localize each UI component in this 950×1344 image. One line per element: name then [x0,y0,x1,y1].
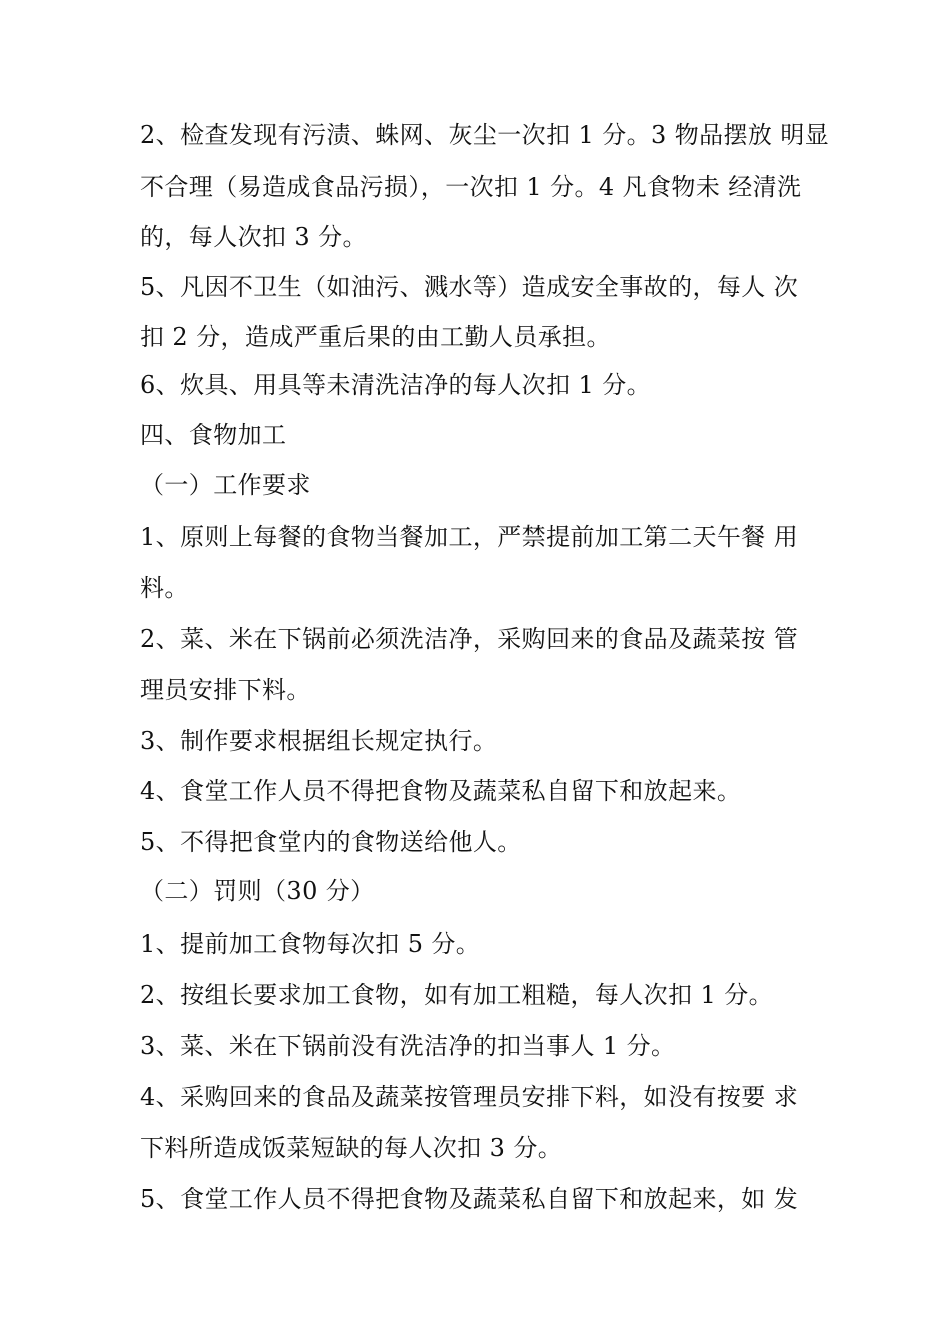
text-line-6: 6、炊具、用具等未清洗洁净的每人次扣 1 分。 [140,371,651,399]
text-line-4: 5、凡因不卫生（如油污、溅水等）造成安全事故的，每人 次 [140,273,799,301]
text-line-5: 扣 2 分，造成严重后果的由工勤人员承担。 [140,323,611,351]
text-line-1: 2、检查发现有污渍、蛛网、灰尘一次扣 1 分。3 物品摆放 明显 [140,121,830,149]
text-line-21: 下料所造成饭菜短缺的每人次扣 3 分。 [140,1134,563,1162]
text-line-18: 2、按组长要求加工食物，如有加工粗糙，每人次扣 1 分。 [140,981,773,1009]
text-line-2: 不合理（易造成食品污损），一次扣 1 分。4 凡食物未 经清洗 [140,173,802,201]
text-line-20: 4、采购回来的食品及蔬菜按管理员安排下料，如没有按要 求 [140,1083,799,1111]
text-line-22: 5、食堂工作人员不得把食物及蔬菜私自留下和放起来，如 发 [140,1185,799,1213]
subheading-penalties: （二）罚则（30 分） [140,877,375,905]
text-line-10: 料。 [140,574,189,602]
text-line-19: 3、菜、米在下锅前没有洗洁净的扣当事人 1 分。 [140,1032,676,1060]
text-line-14: 4、食堂工作人员不得把食物及蔬菜私自留下和放起来。 [140,777,742,805]
text-line-9: 1、原则上每餐的食物当餐加工，严禁提前加工第二天午餐 用 [140,523,799,551]
subheading-requirements: （一）工作要求 [140,471,311,499]
text-line-13: 3、制作要求根据组长规定执行。 [140,727,498,755]
text-line-15: 5、不得把食堂内的食物送给他人。 [140,828,522,856]
text-line-12: 理员安排下料。 [140,676,311,704]
text-line-17: 1、提前加工食物每次扣 5 分。 [140,930,481,958]
section-heading: 四、食物加工 [140,421,287,449]
text-line-3: 的，每人次扣 3 分。 [140,223,367,251]
text-line-11: 2、菜、米在下锅前必须洗洁净，采购回来的食品及蔬菜按 管 [140,625,799,653]
